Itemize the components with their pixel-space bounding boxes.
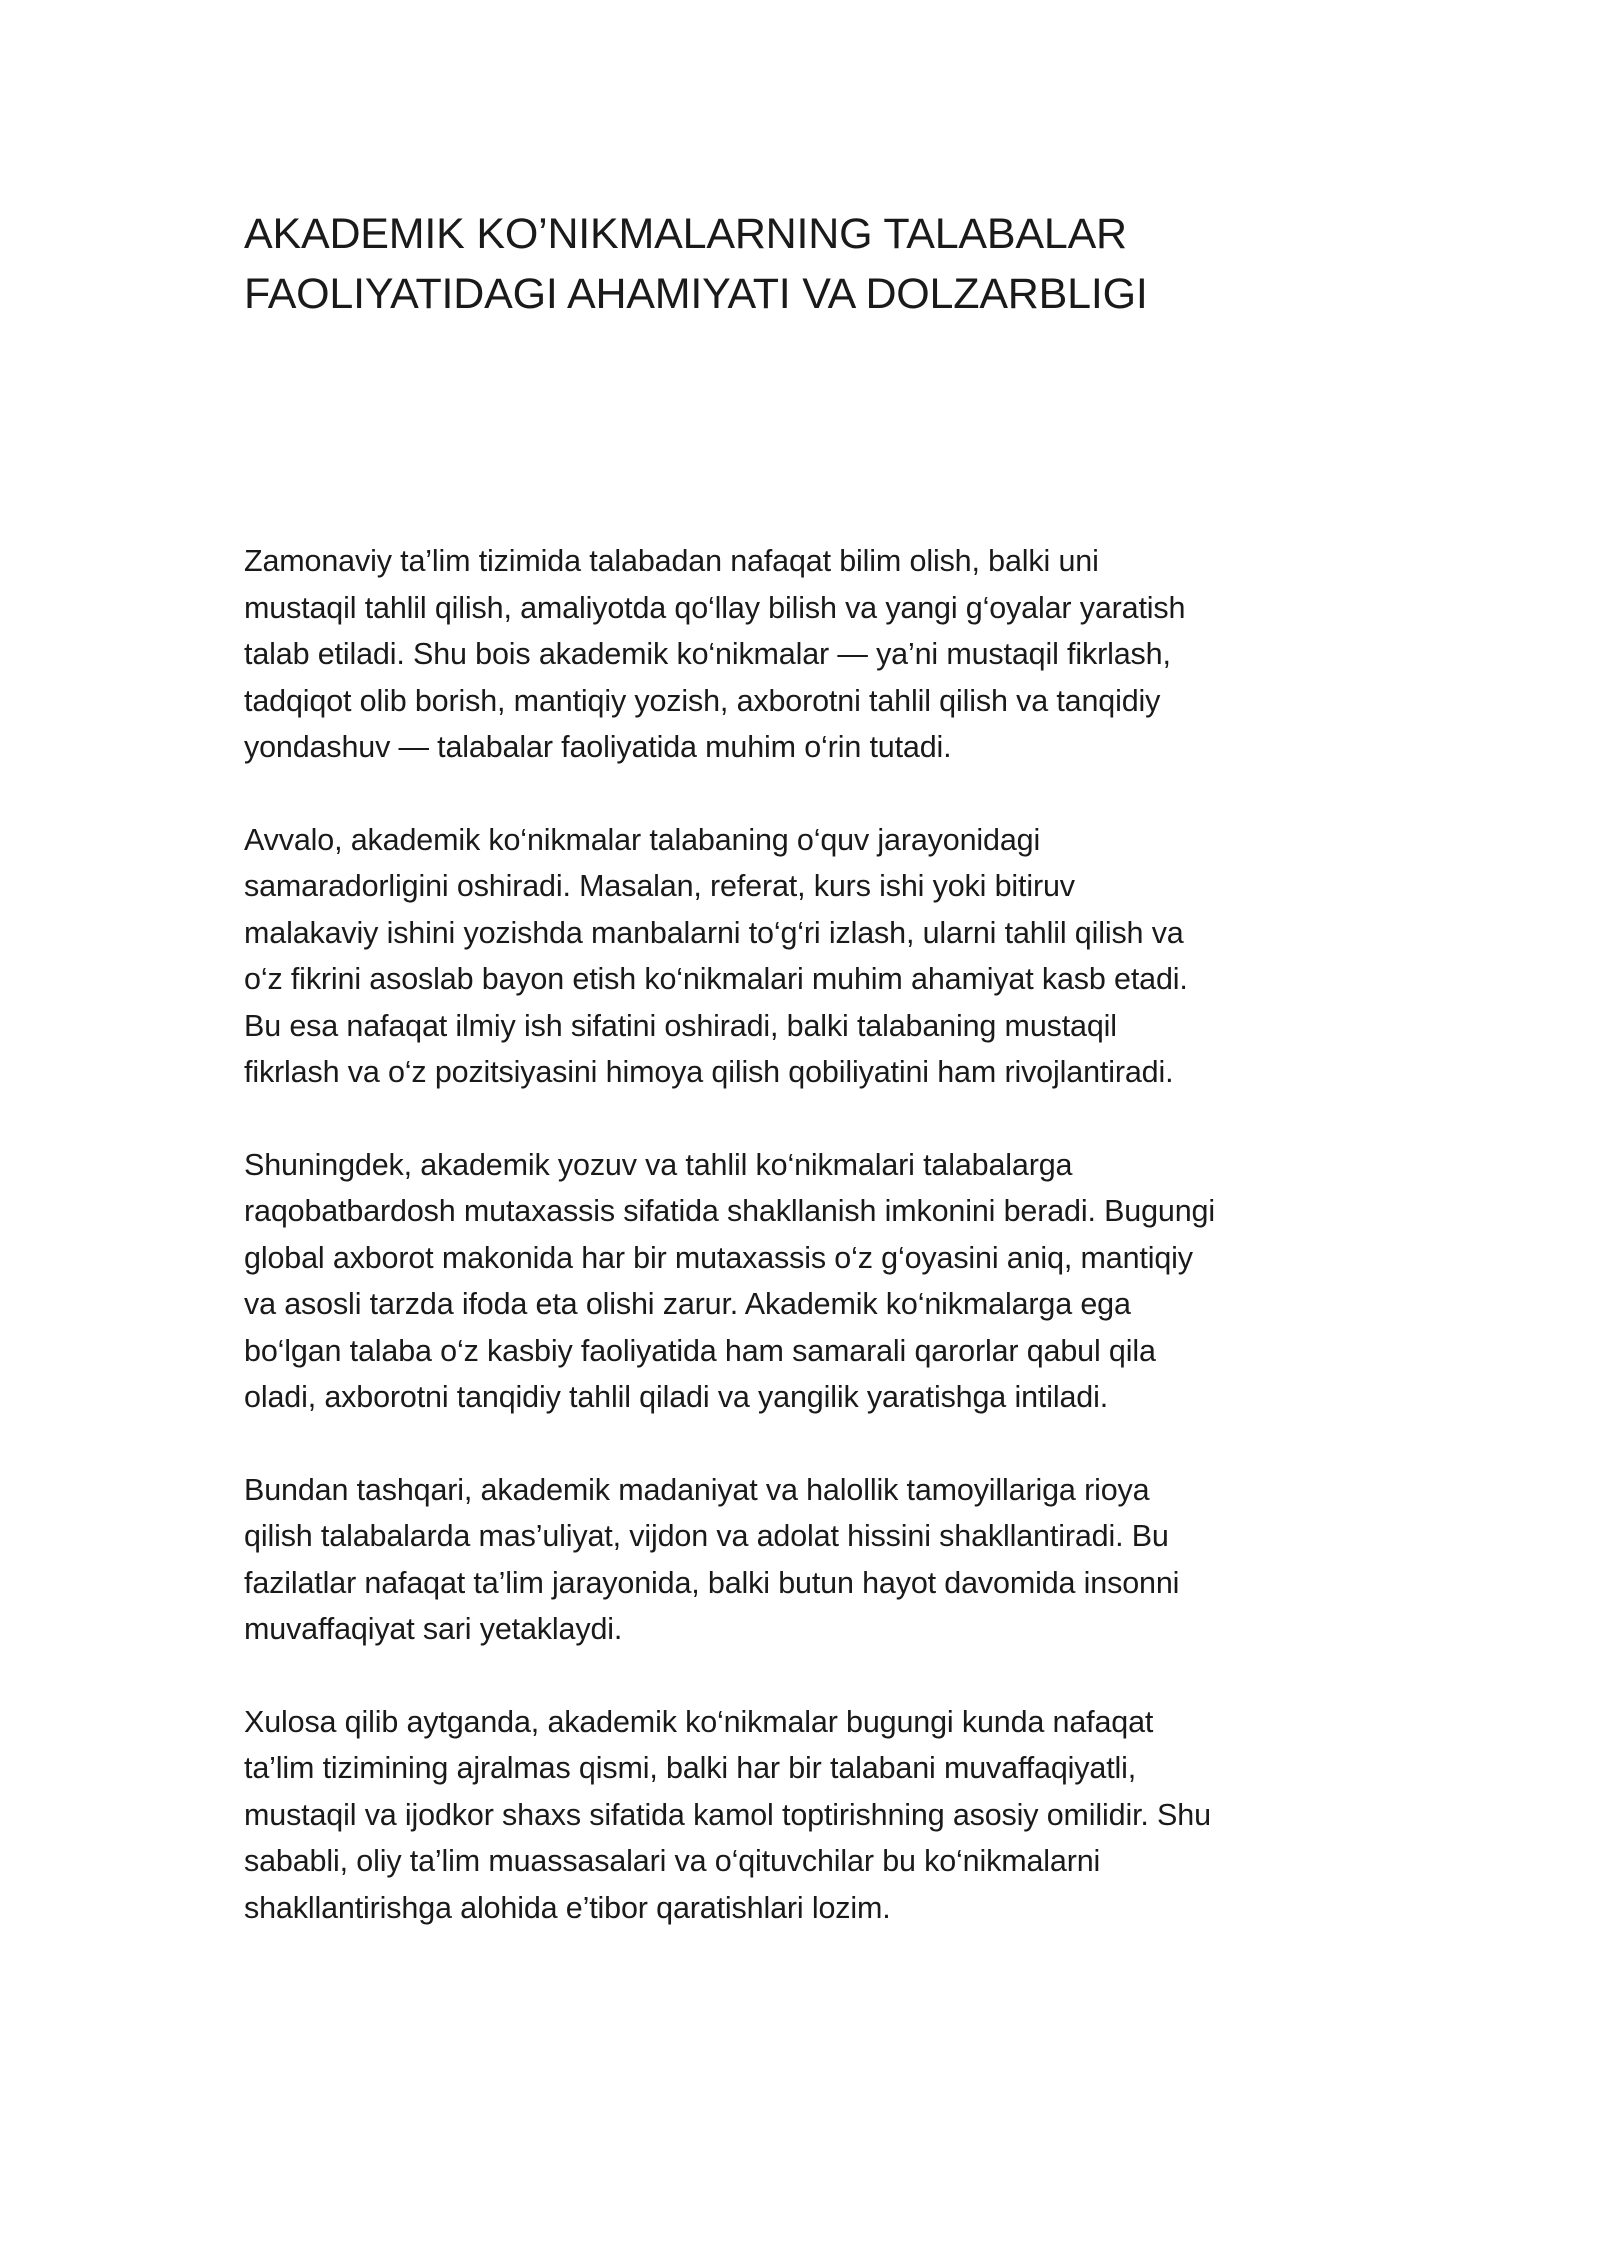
title-line: FAOLIYATIDAGI AHAMIYATI VA DOLZARBLIGI [244,270,1148,318]
text-line: Xulosa qilib aytganda, akademik ko‘nikmalar bugungi kunda nafaqat [244,1704,1154,1739]
text-line: fikrlash va o‘z pozitsiyasini himoya qilish qobiliyatini ham rivojlantiradi. [244,1055,1174,1089]
text-line: Avvalo, akademik ko‘nikmalar talabaning o‘quv jarayonidagi [244,822,1041,857]
paragraph-competitiveness [244,1142,1374,1421]
text-line: Bu esa nafaqat ilmiy ish sifatini oshiradi, balki talabaning mustaqil [244,1008,1117,1043]
paragraph-efficiency [244,817,1374,1096]
text-line: qilish talabalarda mas’uliyat, vijdon va adolat hissini shakllantiradi. Bu [244,1519,1169,1553]
text-line: ta’lim tizimining ajralmas qismi, balki har bir talabani muvaffaqiyatli, [244,1751,1137,1785]
text-line: muvaffaqiyat sari yetaklaydi. [244,1612,623,1646]
text-line: talab etiladi. Shu bois akademik ko‘nikmalar — ya’ni mustaqil fikrlash, [244,637,1171,671]
text-line: yondashuv — talabalar faoliyatida muhim o‘rin tutadi. [244,730,952,764]
text-line: o‘z fikrini asoslab bayon etish ko‘nikmalari muhim ahamiyat kasb etadi. [244,962,1188,996]
text-line: mustaqil va ijodkor shaxs sifatida kamol toptirishning asosiy omilidir. Shu [244,1797,1211,1832]
text-line: global axborot makonida har bir mutaxassis o‘z g‘oyasini aniq, mantiqiy [244,1240,1193,1275]
paragraph-introduction [244,538,1374,771]
text-line: sababli, oliy ta’lim muassasalari va o‘qituvchilar bu ko‘nikmalarni [244,1844,1101,1878]
text-line: samaradorligini oshiradi. Masalan, referat, kurs ishi yoki bitiruv [244,869,1075,903]
text-line: bo‘lgan talaba o‘z kasbiy faoliyatida ham samarali qarorlar qabul qila [244,1333,1156,1368]
text-line: Zamonaviy ta’lim tizimida talabadan nafaqat bilim olish, balki uni [244,544,1099,578]
document-body [244,538,1374,1931]
text-line: shakllantirishga alohida e’tibor qaratishlari lozim. [244,1890,891,1925]
document-content [244,204,1374,1977]
text-line: raqobatbardosh mutaxassis sifatida shakllanish imkonini beradi. Bugungi [244,1194,1215,1228]
text-line: Shuningdek, akademik yozuv va tahlil ko‘nikmalari talabalarga [244,1147,1073,1182]
text-line: oladi, axborotni tanqidiy tahlil qiladi va yangilik yaratishga intiladi. [244,1380,1109,1414]
text-line: Bundan tashqari, akademik madaniyat va halollik tamoyillariga rioya [244,1472,1150,1507]
text-line: malakaviy ishini yozishda manbalarni to‘g‘ri izlash, ularni tahlil qilish va [244,915,1184,950]
paragraph-conclusion [244,1699,1374,1932]
text-line: mustaqil tahlil qilish, amaliyotda qo‘llay bilish va yangi g‘oyalar yaratish [244,590,1186,625]
document-title [244,204,1374,324]
text-line: va asosli tarzda ifoda eta olishi zarur. Akademik ko‘nikmalarga ega [244,1287,1131,1321]
paragraph-academic-culture [244,1467,1374,1653]
text-line: tadqiqot olib borish, mantiqiy yozish, axborotni tahlil qilish va tanqidiy [244,683,1161,718]
title-line: AKADEMIK KO’NIKMALARNING TALABALAR [244,210,1127,258]
text-line: fazilatlar nafaqat ta’lim jarayonida, balki butun hayot davomida insonni [244,1565,1180,1600]
